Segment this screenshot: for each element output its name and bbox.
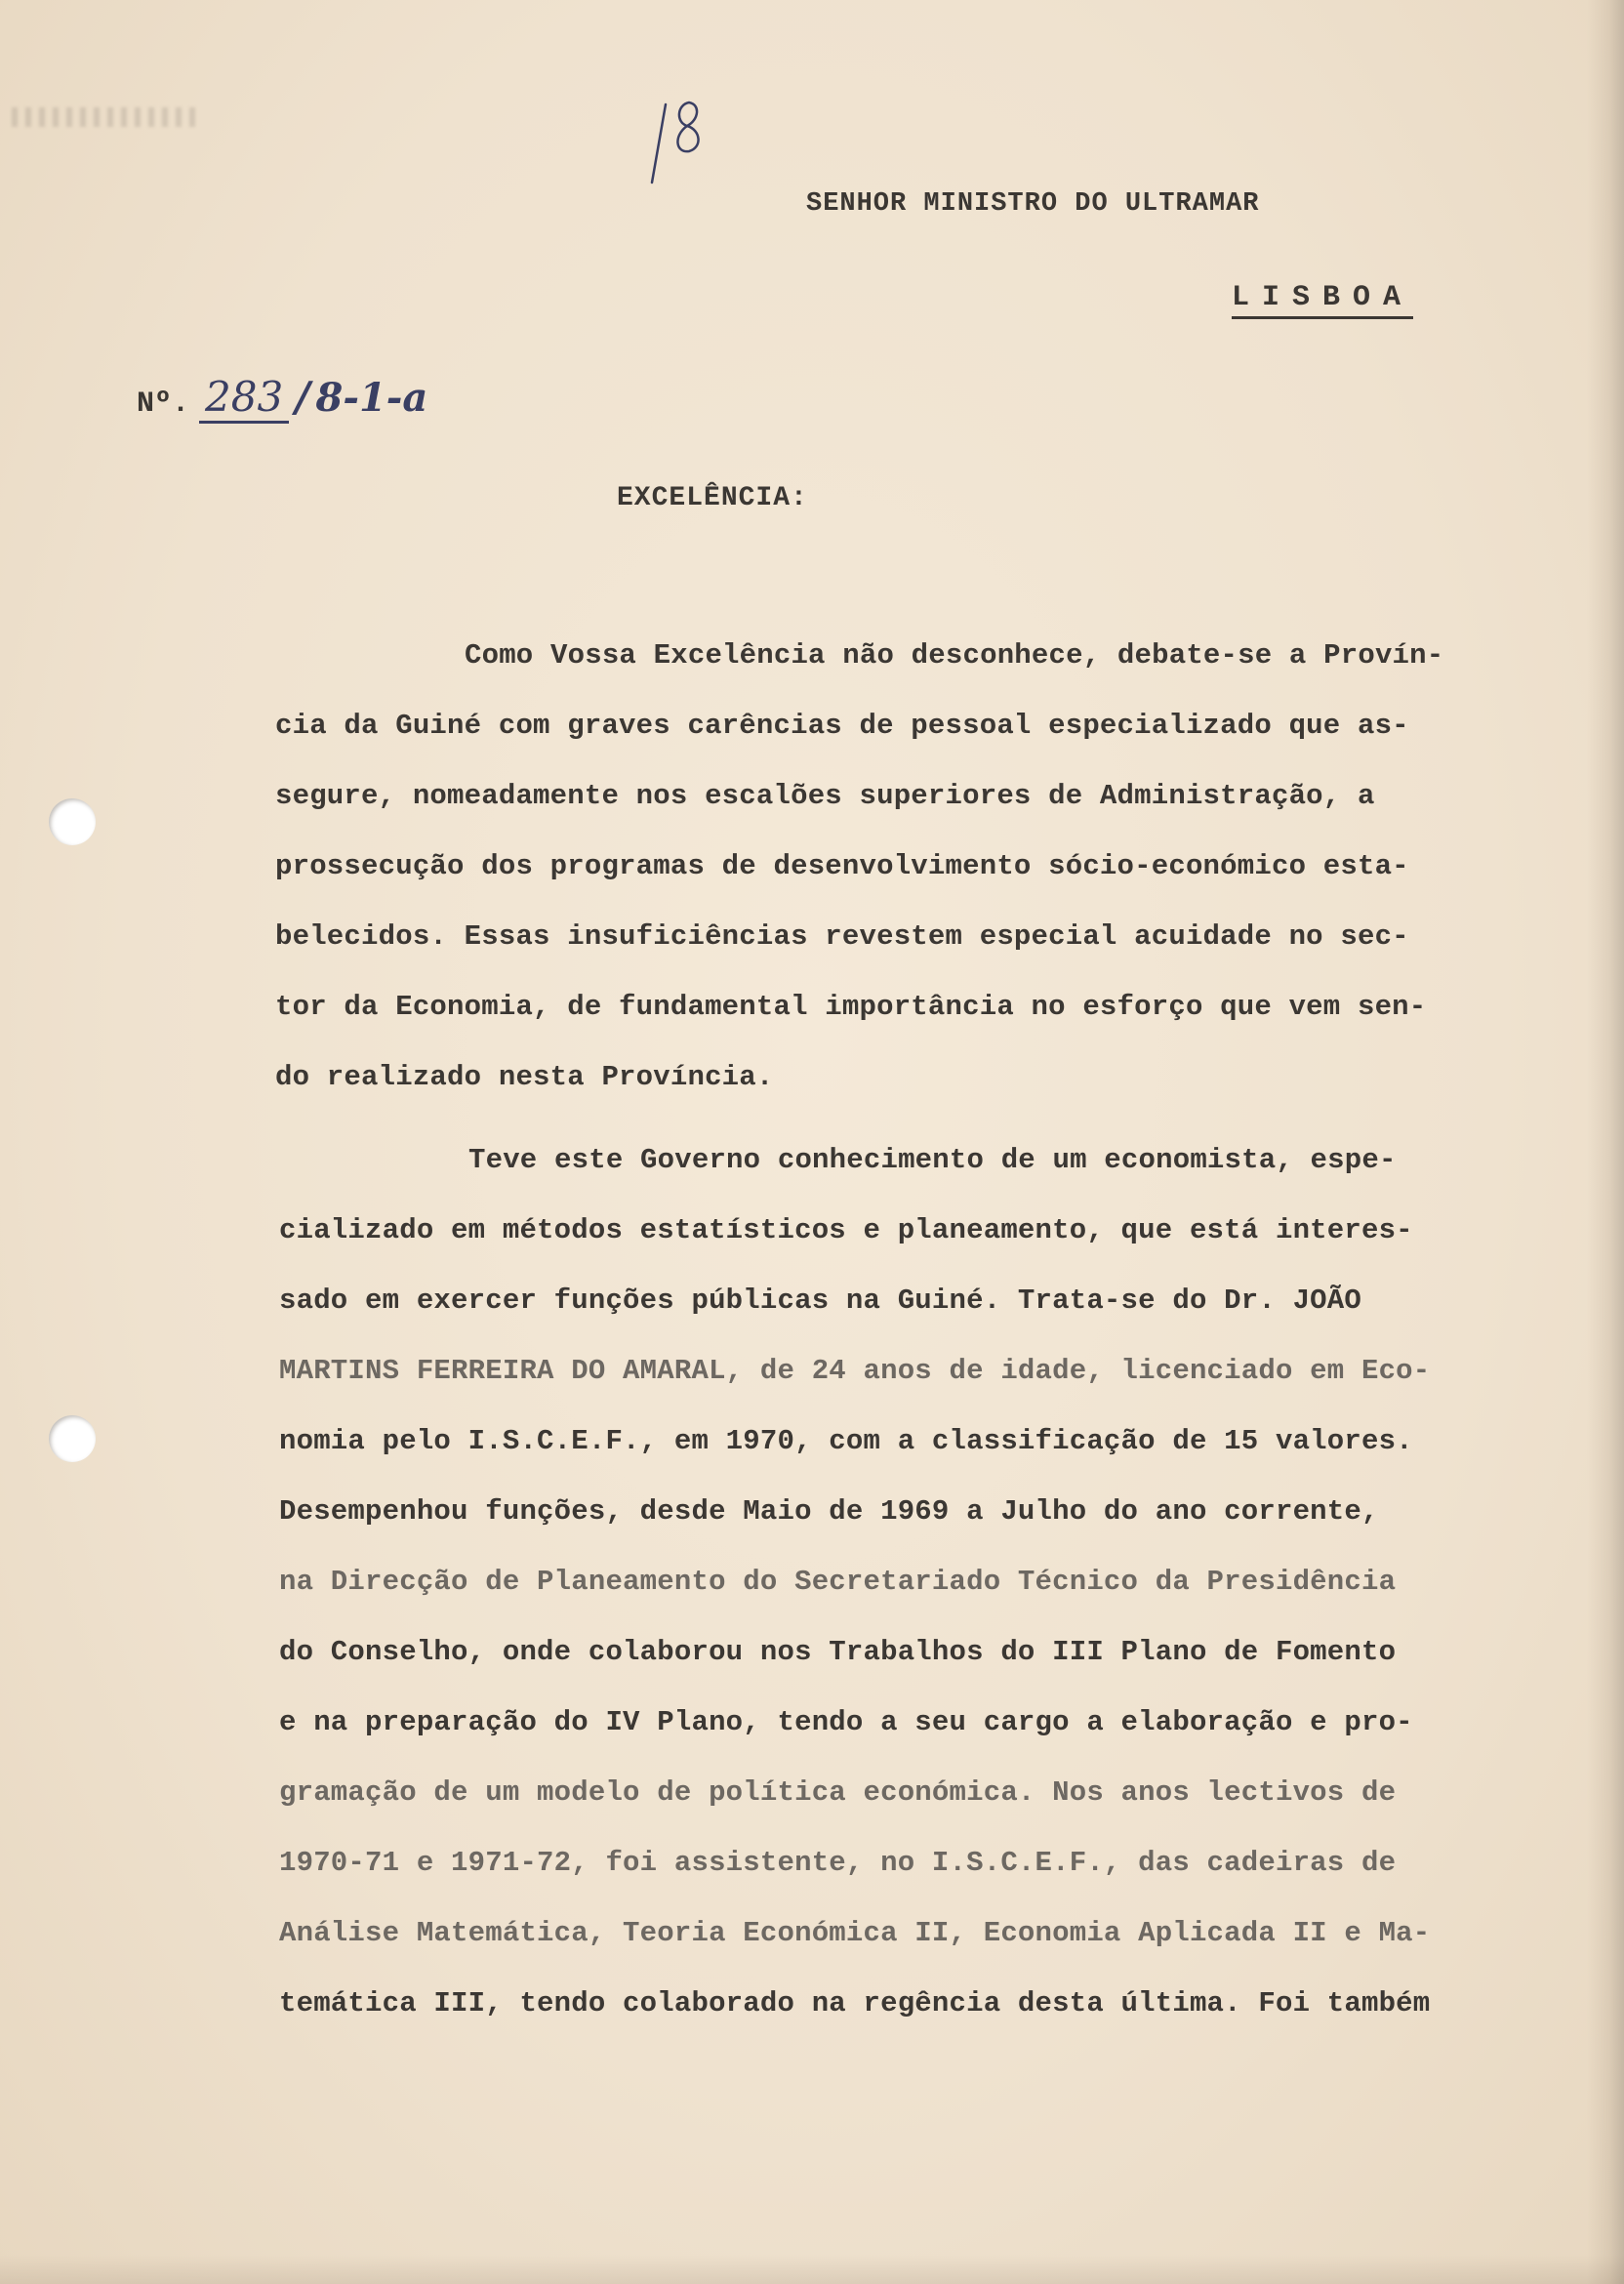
body-line: na Direcção de Planeamento do Secretariado Técnico da Presidência	[279, 1566, 1397, 1598]
body-line: nomia pelo I.S.C.E.F., em 1970, com a classificação de 15 valores.	[279, 1425, 1413, 1457]
body-line: 1970-71 e 1971-72, foi assistente, no I.S.C.E.F., das cadeiras de	[279, 1847, 1397, 1879]
body-line: e na preparação do IV Plano, tendo a seu cargo a elaboração e pro-	[279, 1706, 1413, 1738]
body-line: Teve este Governo conhecimento de um economista, espe-	[468, 1144, 1397, 1176]
handwritten-folio-number	[644, 93, 712, 190]
body-line: Como Vossa Excelência não desconhece, debate-se a Provín-	[465, 639, 1444, 672]
recipient-heading: SENHOR MINISTRO DO ULTRAMAR	[806, 189, 1260, 219]
body-line: Análise Matemática, Teoria Económica II, Economia Aplicada II e Ma-	[279, 1917, 1431, 1949]
reference-number: 283	[199, 373, 289, 424]
punch-hole-bottom	[49, 1415, 96, 1462]
punch-hole-top	[49, 798, 96, 845]
body-line: sado em exercer funções públicas na Guiné. Trata-se do Dr. JOÃO	[279, 1285, 1361, 1317]
reference-separator: /	[295, 373, 310, 421]
body-line: segure, nomeadamente nos escalões superiores de Administração, a	[275, 780, 1375, 812]
body-line: gramação de um modelo de política económica. Nos anos lectivos de	[279, 1776, 1397, 1809]
reference-label: Nº.	[137, 387, 190, 421]
body-line: prossecução dos programas de desenvolvimento sócio-económico esta-	[275, 850, 1409, 882]
body-line: do Conselho, onde colaborou nos Trabalhos do III Plano de Fomento	[279, 1636, 1397, 1668]
page-bottom-shadow	[0, 2255, 1624, 2284]
body-line: temática III, tendo colaborado na regência desta última. Foi também	[279, 1987, 1431, 2019]
body-line: cia da Guiné com graves carências de pessoal especializado que as-	[275, 710, 1409, 742]
city-heading: LISBOA	[1232, 281, 1413, 319]
body-line: belecidos. Essas insuficiências revestem especial acuidade no sec-	[275, 920, 1409, 953]
reference-date: 8-1-a	[315, 375, 428, 421]
greeting: EXCELÊNCIA:	[617, 483, 808, 513]
body-line: MARTINS FERREIRA DO AMARAL, de 24 anos de idade, licenciado em Eco-	[279, 1355, 1431, 1387]
body-line: cializado em métodos estatísticos e planeamento, que está interes-	[279, 1214, 1413, 1246]
page-edge-shadow	[1587, 0, 1624, 2284]
reference-line	[137, 373, 427, 421]
body-line: tor da Economia, de fundamental importância no esforço que vem sen-	[275, 991, 1427, 1023]
ink-smudge	[12, 107, 197, 127]
body-line: Desempenhou funções, desde Maio de 1969 a Julho do ano corrente,	[279, 1495, 1379, 1528]
body-line: do realizado nesta Província.	[275, 1061, 774, 1093]
